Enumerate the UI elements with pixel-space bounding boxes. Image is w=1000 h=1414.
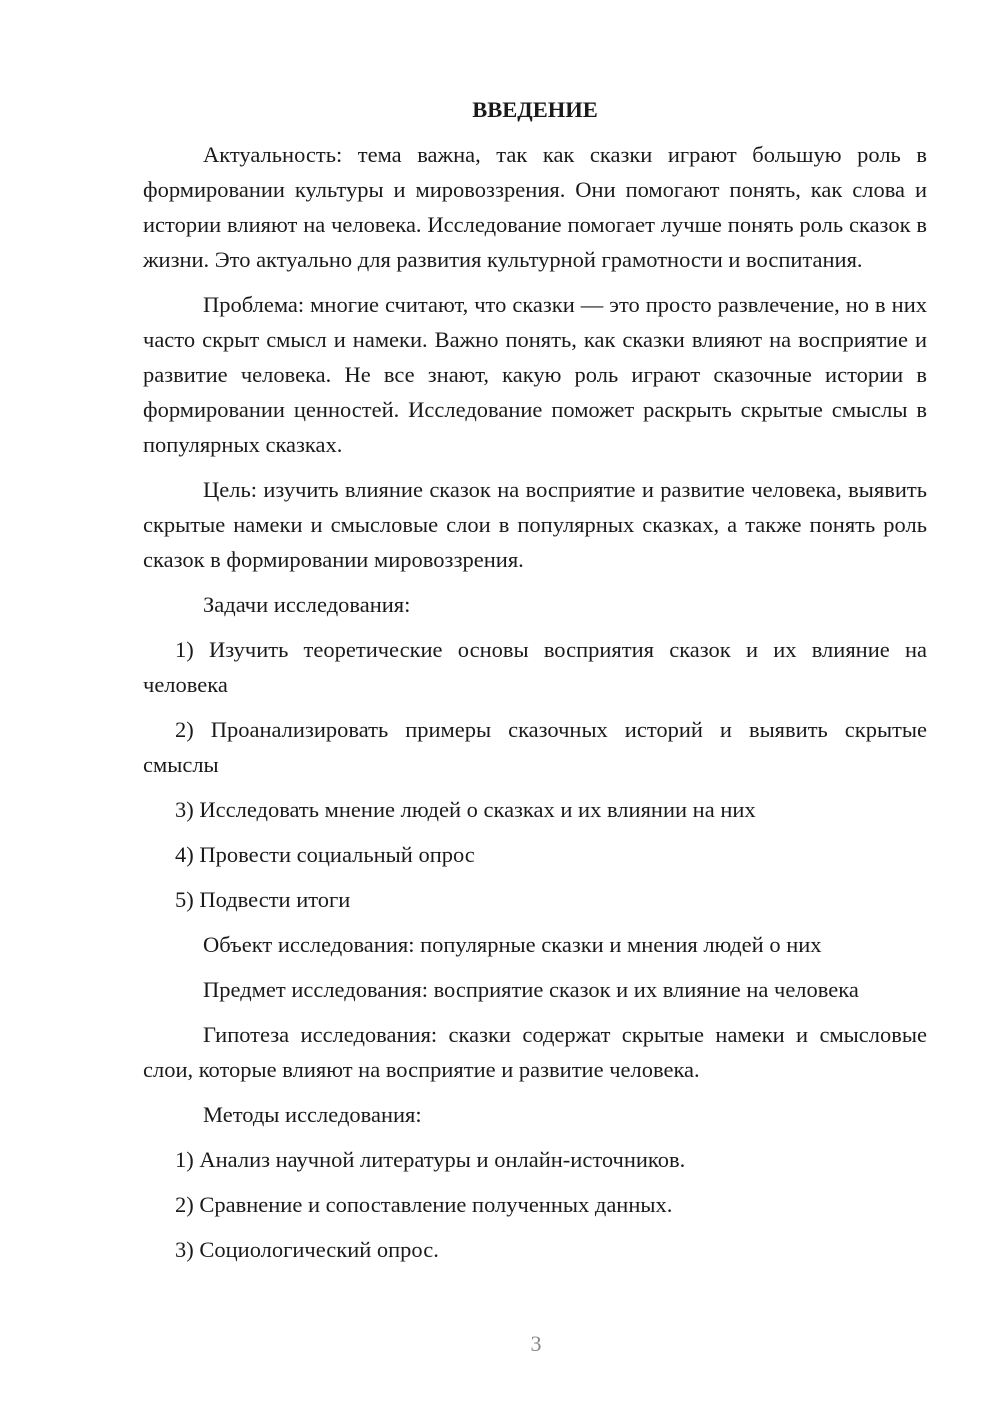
object-paragraph: Объект исследования: популярные сказки и мнения людей о них <box>203 932 822 957</box>
task-item: 1) Изучить теоретические основы восприятия сказок и их влияние на человека <box>143 637 927 697</box>
hypothesis-paragraph: Гипотеза исследования: сказки содержат скрытые намеки и смысловые слои, которые влияют на восприятие и развитие человека. <box>143 1022 927 1082</box>
section-title: ВВЕДЕНИЕ <box>472 97 598 122</box>
task-item: 2) Проанализировать примеры сказочных историй и выявить скрытые смыслы <box>143 717 927 777</box>
task-item: 5) Подвести итоги <box>175 887 351 912</box>
method-item: 2) Сравнение и сопоставление полученных данных. <box>175 1192 673 1217</box>
task-item: 3) Исследовать мнение людей о сказках и их влиянии на них <box>175 797 756 822</box>
method-item: 1) Анализ научной литературы и онлайн-источников. <box>175 1147 686 1172</box>
subject-paragraph: Предмет исследования: восприятие сказок и их влияние на человека <box>203 977 859 1002</box>
page-number: 3 <box>530 1331 542 1356</box>
methods-heading: Методы исследования: <box>203 1102 422 1127</box>
relevance-paragraph: Актуальность: тема важна, так как сказки играют большую роль в формировании культуры и мировоззрения. Они помогают понять, как слова и истории влияют на человека. Исследование помогает лучше понять роль сказок в жизни. Это актуально для развития культурной грамотности и воспитания. <box>143 142 927 272</box>
task-item: 4) Провести социальный опрос <box>175 842 475 867</box>
method-item: 3) Социологический опрос. <box>175 1237 439 1262</box>
problem-paragraph: Проблема: многие считают, что сказки — это просто развлечение, но в них часто скрыт смысл и намеки. Важно понять, как сказки влияют на восприятие и развитие человека. Не все знают, какую роль играют сказочные истории в формировании ценностей. Исследование поможет раскрыть скрытые смыслы в популярных сказках. <box>143 292 927 457</box>
tasks-heading: Задачи исследования: <box>203 592 411 617</box>
document-body <box>143 92 927 1267</box>
goal-paragraph: Цель: изучить влияние сказок на восприятие и развитие человека, выявить скрытые намеки и смысловые слои в популярных сказках, а также понять роль сказок в формировании мировоззрения. <box>143 477 927 572</box>
